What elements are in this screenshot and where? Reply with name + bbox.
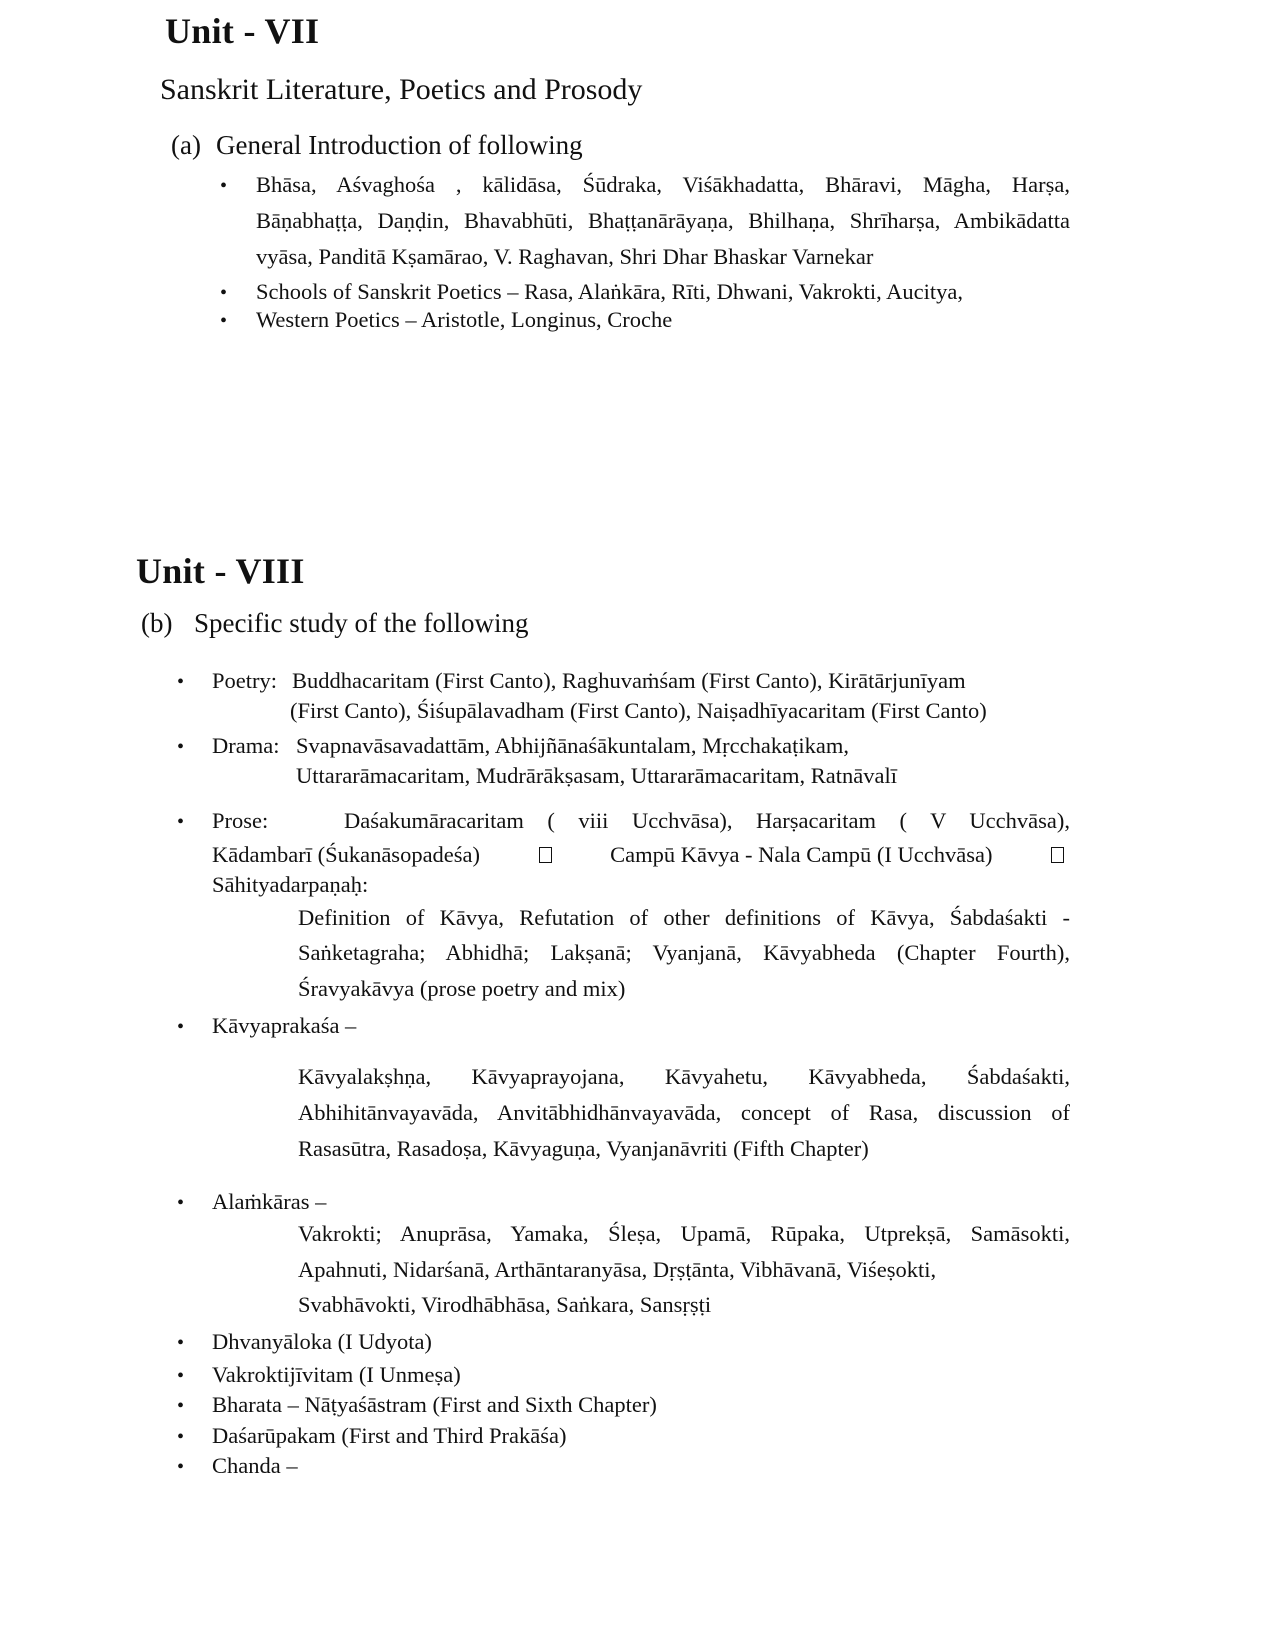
bullet-marker: • (177, 1192, 185, 1214)
section-b-heading: Specific study of the following (194, 608, 529, 638)
sahitya-label: Sāhityadarpaṇaḥ: (212, 872, 369, 897)
drama-line-1: Svapnavāsavadattām, Abhijñānaśākuntalam, Mṛcchakaṭikam, (296, 733, 849, 758)
bullet-marker: • (177, 1332, 185, 1354)
prose-campu: Campū Kāvya - Nala Campū (I Ucchvāsa) (610, 842, 993, 867)
bharata-item: Bharata – Nāṭyaśāstram (First and Sixth Chapter) (212, 1392, 657, 1417)
bullet-marker: • (177, 671, 185, 693)
prose-line-1: Daśakumāracaritam ( viii Ucchvāsa), Harṣacaritam ( V Ucchvāsa), (344, 808, 1070, 833)
section-a-heading: General Introduction of following (216, 130, 583, 160)
sahitya-line-1: Definition of Kāvya, Refutation of other definitions of Kāvya, Śabdaśakti - (298, 905, 1070, 930)
western-poetics: Western Poetics – Aristotle, Longinus, Croche (256, 307, 673, 332)
authors-line-1: Bhāsa, Aśvaghośa , kālidāsa, Śūdraka, Viśākhadatta, Bhāravi, Māgha, Harṣa, (256, 172, 1070, 197)
alankaras-line-3: Svabhāvokti, Virodhābhāsa, Saṅkara, Sansṛṣṭi (298, 1292, 712, 1317)
unit-vii-subtitle: Sanskrit Literature, Poetics and Prosody (160, 73, 643, 106)
kavyaprakasa-label: Kāvyaprakaśa – (212, 1013, 357, 1038)
kavyaprakasa-line-3: Rasasūtra, Rasadoṣa, Kāvyaguṇa, Vyanjanāvriti (Fifth Chapter) (298, 1136, 869, 1161)
vakroktijivitam-item: Vakroktijīvitam (I Unmeṣa) (212, 1362, 461, 1387)
sahitya-line-3: Śravyakāvya (prose poetry and mix) (298, 976, 626, 1001)
section-a-label: (a) (171, 130, 201, 160)
dasarupakam-item: Daśarūpakam (First and Third Prakāśa) (212, 1423, 567, 1448)
kavyaprakasa-line-2: Abhihitānvayavāda, Anvitābhidhānvayavāda, concept of Rasa, discussion of (298, 1100, 1070, 1125)
drama-line-2: Uttararāmacaritam, Mudrārākṣasam, Uttararāmacaritam, Ratnāvalī (296, 763, 897, 788)
alankaras-label: Alaṁkāras – (212, 1189, 327, 1214)
bullet-marker: • (220, 310, 228, 332)
alankaras-line-1: Vakrokti; Anuprāsa, Yamaka, Śleṣa, Upamā, Rūpaka, Utprekṣā, Samāsokti, (298, 1221, 1070, 1246)
kavyaprakasa-line-1: Kāvyalakṣhṇa, Kāvyaprayojana, Kāvyahetu, Kāvyabheda, Śabdaśakti, (298, 1064, 1070, 1089)
prose-kadambari: Kādambarī (Śukanāsopadeśa) (212, 842, 481, 867)
schools-of-poetics: Schools of Sanskrit Poetics – Rasa, Alaṅkāra, Rīti, Dhwani, Vakrokti, Aucitya, (256, 279, 964, 304)
drama-label: Drama: (212, 733, 280, 758)
unit-vii-title: Unit - VII (165, 11, 320, 51)
bullet-marker: • (177, 1016, 185, 1038)
bullet-marker: • (177, 1456, 185, 1478)
section-b-label: (b) (141, 608, 173, 638)
bullet-marker: • (177, 736, 185, 758)
poetry-line-1: Buddhacaritam (First Canto), Raghuvaṁśam (First Canto), Kirātārjunīyam (292, 668, 966, 693)
bullet-marker: • (177, 1365, 185, 1387)
chanda-item: Chanda – (212, 1453, 298, 1478)
missing-glyph-icon (539, 847, 552, 863)
poetry-line-2: (First Canto), Śiśupālavadham (First Canto), Naiṣadhīyacaritam (First Canto) (290, 698, 987, 723)
dhvanyaloka-item: Dhvanyāloka (I Udyota) (212, 1329, 432, 1354)
bullet-marker: • (177, 811, 185, 833)
authors-line-3: vyāsa, Panditā Kṣamārao, V. Raghavan, Shri Dhar Bhaskar Varnekar (256, 244, 874, 269)
authors-line-2: Bāṇabhaṭṭa, Daṇḍin, Bhavabhūti, Bhaṭṭanārāyaṇa, Bhilhaṇa, Shrīharṣa, Ambikādatta (256, 208, 1070, 233)
sahitya-line-2: Saṅketagraha; Abhidhā; Lakṣanā; Vyanjanā, Kāvyabheda (Chapter Fourth), (298, 940, 1070, 965)
unit-viii-title: Unit - VIII (136, 551, 305, 591)
bullet-marker: • (220, 175, 228, 197)
bullet-marker: • (220, 282, 228, 304)
bullet-marker: • (177, 1426, 185, 1448)
missing-glyph-icon (1051, 847, 1064, 863)
prose-label: Prose: (212, 808, 269, 833)
poetry-label: Poetry: (212, 668, 277, 693)
bullet-marker: • (177, 1395, 185, 1417)
alankaras-line-2: Apahnuti, Nidarśanā, Arthāntaranyāsa, Dṛṣṭānta, Vibhāvanā, Viśeṣokti, (298, 1257, 937, 1282)
